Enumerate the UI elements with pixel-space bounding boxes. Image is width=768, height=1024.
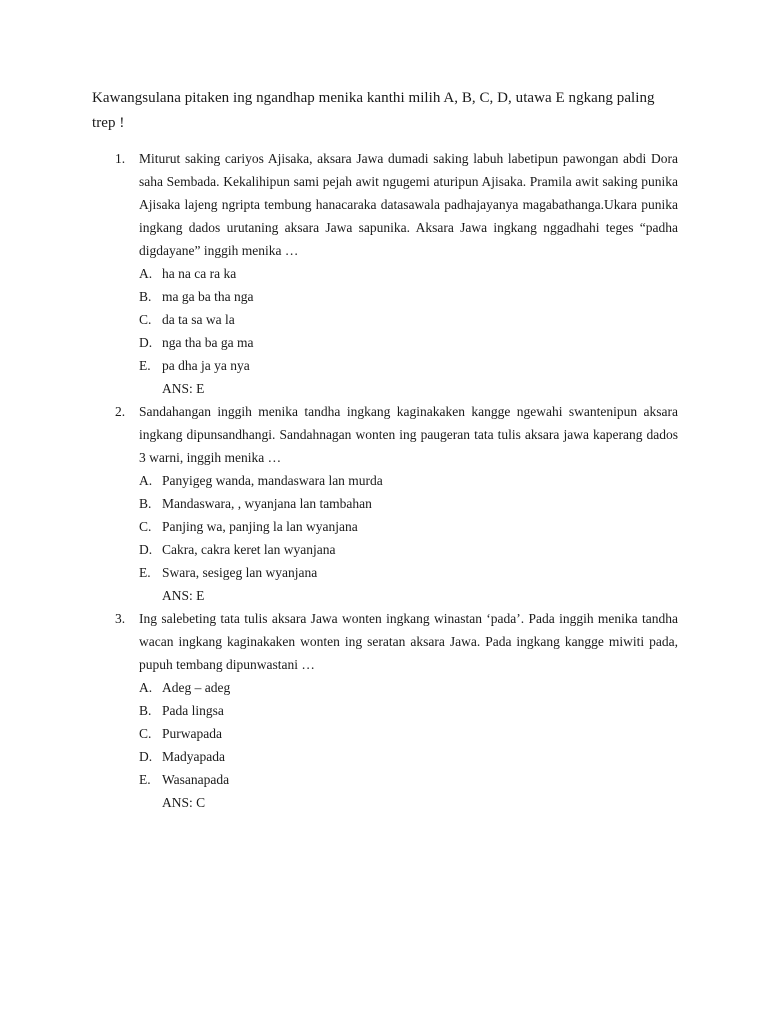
option-list — [139, 676, 678, 791]
answer-key: ANS: E — [162, 381, 205, 396]
question-text: Miturut saking cariyos Ajisaka, aksara Jawa dumadi saking labuh labetipun pawongan abdi Dora saha Sembada. Kekalihipun sami pejah awit ngugemi aturipun Ajisaka. Pramila awit saking punika Ajisaka lajeng ngripta tembung hanacaraka datasawala padhajayanya magabathanga.Ukara punika ingkang dados urutaning aksara Jawa sapunika. Aksara Jawa ingkang nggadhahi teges “padha digdayane” inggih menika … — [139, 151, 678, 258]
option-b — [139, 285, 678, 308]
option-c — [139, 515, 678, 538]
option-letter: D. — [139, 749, 153, 764]
option-text: Panyigeg wanda, mandaswara lan murda — [162, 473, 383, 488]
answer-key: ANS: C — [162, 795, 206, 810]
option-letter: E. — [139, 358, 151, 373]
option-letter: B. — [139, 703, 152, 718]
option-a — [139, 676, 678, 699]
option-text: Adeg – adeg — [162, 680, 231, 695]
option-letter: A. — [139, 680, 153, 695]
option-letter: D. — [139, 542, 153, 557]
option-letter: A. — [139, 266, 153, 281]
option-letter: C. — [139, 312, 152, 327]
option-text: Panjing wa, panjing la lan wyanjana — [162, 519, 358, 534]
question-1 — [92, 147, 678, 400]
question-number: 2. — [115, 404, 126, 419]
option-text: Wasanapada — [162, 772, 230, 787]
question-list — [92, 147, 678, 814]
option-letter: E. — [139, 565, 151, 580]
option-e — [139, 768, 678, 791]
option-letter: C. — [139, 726, 152, 741]
option-text: Madyapada — [162, 749, 225, 764]
option-text: Purwapada — [162, 726, 222, 741]
option-text: pa dha ja ya nya — [162, 358, 250, 373]
option-c — [139, 722, 678, 745]
option-a — [139, 262, 678, 285]
option-text: da ta sa wa la — [162, 312, 235, 327]
question-text: Sandahangan inggih menika tandha ingkang kaginakaken kangge ngewahi swantenipun aksara ingkang dipunsandhangi. Sandahnagan wonten ing paugeran tata tulis aksara jawa kaperang dados 3 warni, inggih menika … — [139, 404, 678, 465]
option-b — [139, 492, 678, 515]
option-letter: D. — [139, 335, 153, 350]
question-number: 3. — [115, 611, 126, 626]
question-text: Ing salebeting tata tulis aksara Jawa wonten ingkang winastan ‘pada’. Pada inggih menika tandha wacan ingkang kaginakaken wonten ing seratan aksara Jawa. Pada ingkang kangge miwiti pada, pupuh tembang dipunwastani … — [139, 611, 678, 672]
option-text: Cakra, cakra keret lan wyanjana — [162, 542, 336, 557]
option-d — [139, 331, 678, 354]
option-text: Pada lingsa — [162, 703, 224, 718]
instruction-text: Kawangsulana pitaken ing ngandhap menika kanthi milih A, B, C, D, utawa E ngkang paling trep ! — [92, 90, 655, 131]
option-text: Swara, sesigeg lan wyanjana — [162, 565, 318, 580]
option-letter: B. — [139, 289, 152, 304]
option-text: ha na ca ra ka — [162, 266, 237, 281]
option-e — [139, 561, 678, 584]
option-letter: B. — [139, 496, 152, 511]
option-text: nga tha ba ga ma — [162, 335, 254, 350]
option-text: ma ga ba tha nga — [162, 289, 254, 304]
question-3 — [92, 607, 678, 814]
question-2 — [92, 400, 678, 607]
question-number: 1. — [115, 151, 126, 166]
option-d — [139, 538, 678, 561]
answer-key: ANS: E — [162, 588, 205, 603]
option-text: Mandaswara, , wyanjana lan tambahan — [162, 496, 372, 511]
option-b — [139, 699, 678, 722]
option-letter: E. — [139, 772, 151, 787]
option-list — [139, 469, 678, 584]
option-letter: A. — [139, 473, 153, 488]
option-letter: C. — [139, 519, 152, 534]
option-a — [139, 469, 678, 492]
option-e — [139, 354, 678, 377]
option-d — [139, 745, 678, 768]
option-c — [139, 308, 678, 331]
option-list — [139, 262, 678, 377]
